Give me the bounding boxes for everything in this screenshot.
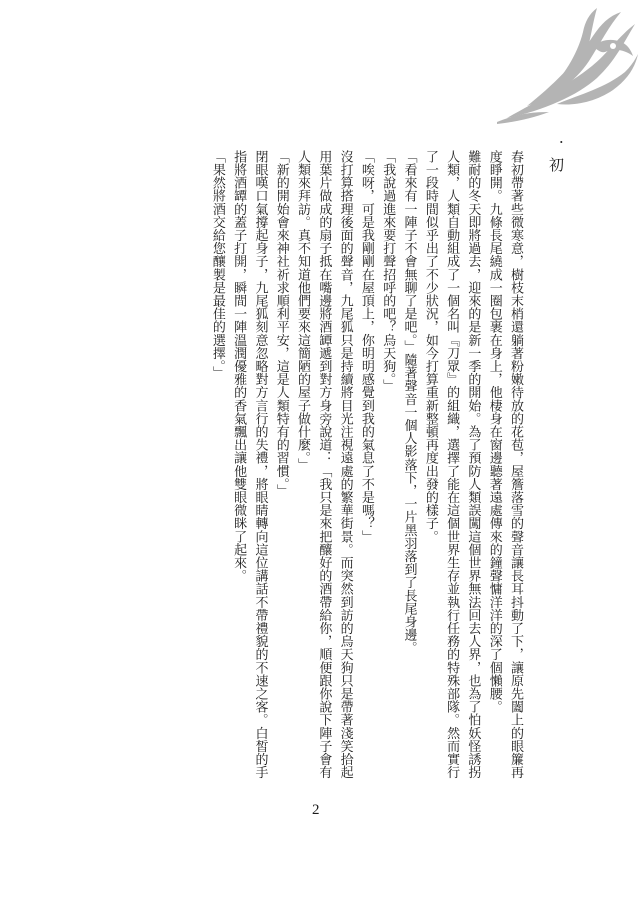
paragraph: 沒打算搭理後面的聲音，九尾狐只是持續將目光注視遠處的繁華街景。而突然到訪的烏天狗只是帶著淺笑拾起用葉片做成的扇子抵在嘴邊將酒罈遞到對方身旁說道：「我只是來把釀好的酒帶給你，順便跟你說下陣子會有人類來拜訪。真不知道他們要來這簡陋的屋子做什麼。」 [295,150,353,779]
page-number: 2 [312,802,320,818]
paragraph: 閉眼嘆口氣撐起身子，九尾狐刻意忽略對方言行的失禮，將眼睛轉向這位講話不帶禮貌的不速之客。白皙的手指將酒罈的蓋子打開，瞬間一陣溫潤優雅的香氣飄出讓他雙眼微眯了起來。 [231,150,268,779]
paragraph: 「我說過進來要打聲招呼的吧？烏天狗。」 [380,150,396,393]
body-text [96,150,526,790]
paragraph: 春初帶著些微寒意，樹枝末梢還躺著粉嫩待放的花苞，屋簷落雪的聲音讓長耳抖動了下，讓原先闔上的眼簾再度睜開。九條長尾繞成一圈包裹在身上，他棲身在窗邊聽著遠處傳來的鐘聲慵洋洋的深了個懶腰。 [486,150,523,779]
paragraph: 「看來有一陣子不會無聊了是吧。」隨著聲音一個人影落下，一片黑羽落到了長尾身邊。 [401,150,417,655]
paragraph: 「新的開始會來神社祈求順利平安，這是人類特有的習慣。」 [273,150,289,498]
paragraph: 「唉呀，可是我剛剛在屋頂上，你明明感覺到我的氣息了不是嗎？」 [358,150,374,543]
chapter-title: ．初 [547,140,565,174]
paragraph: 難耐的冬天即將過去，迎來的是新一季的開始。為了預防人類誤闖這個世界無法回去人界，也為了怕妖怪誘拐人類，人類自動組成了一個名叫『刀眾』的組織，選擇了能在這個世界生存並執行任務的特殊部隊。然而實行了一段時間似乎出了不少狀況，如今打算重新整頓再度出發的樣子。 [422,150,481,779]
nine-tailed-fox-tails-logo [497,6,639,126]
paragraph: 「果然將酒交給您釀製是最佳的選擇。」 [209,150,225,380]
